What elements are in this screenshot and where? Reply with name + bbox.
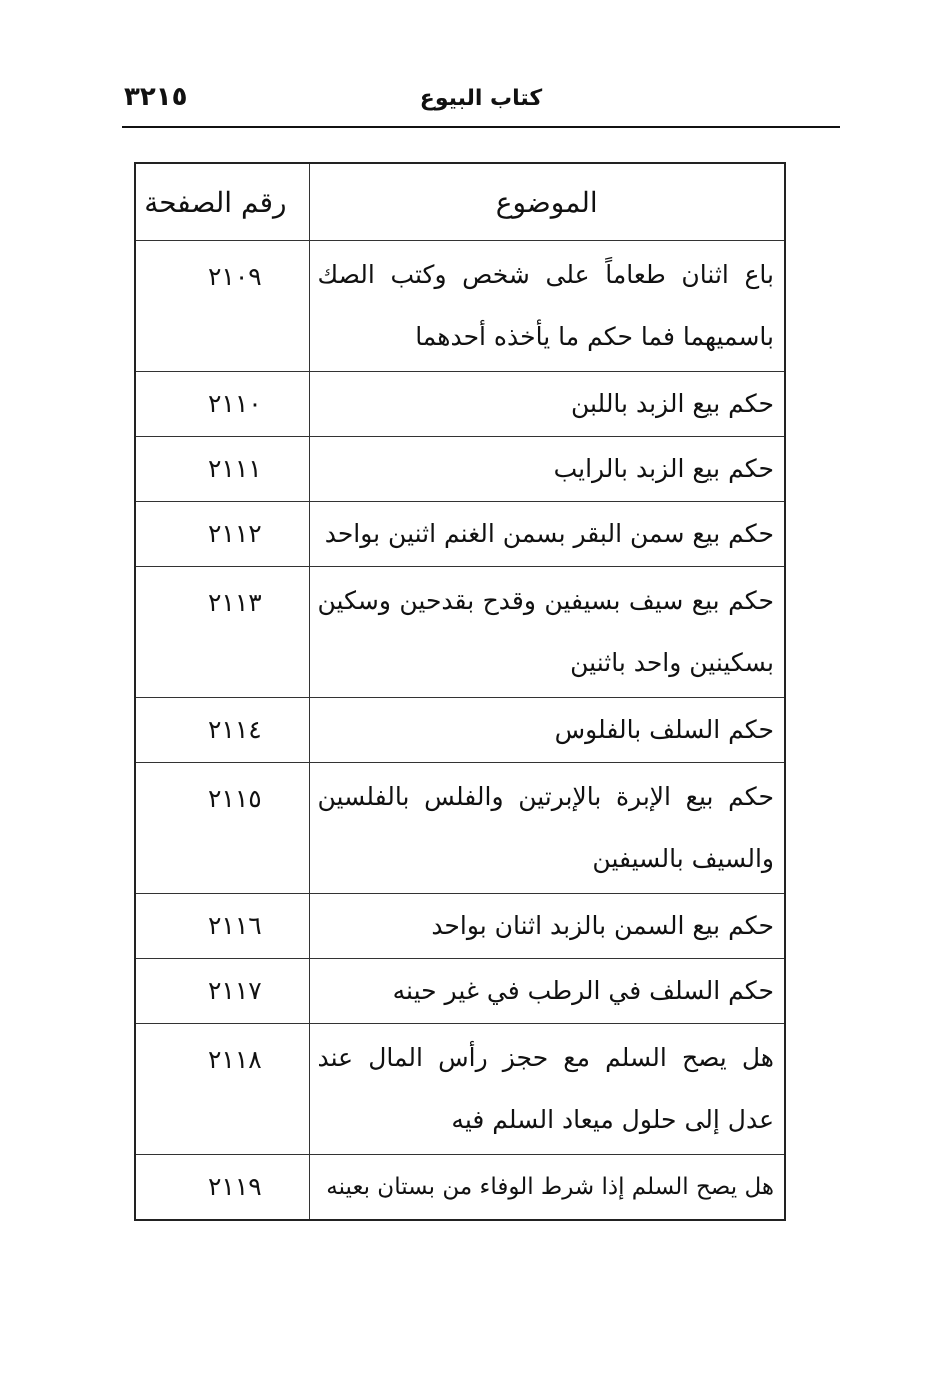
topic-cell: حكم بيع سمن البقر بسمن الغنم اثنين بواحد — [309, 502, 785, 567]
topic-cell: حكم السلف بالفلوس — [309, 698, 785, 763]
table-row — [135, 1024, 785, 1155]
table-row — [135, 502, 785, 567]
page-number: ٣٢١٥ — [124, 82, 188, 112]
table-row — [135, 959, 785, 1024]
topic-cell: حكم بيع الزبد باللبن — [309, 372, 785, 437]
page-cell: ٢١١٤ — [135, 698, 309, 763]
page-cell: ٢١١١ — [135, 437, 309, 502]
page-cell: ٢١١٠ — [135, 372, 309, 437]
topic-cell: حكم بيع سيف بسيفين وقدح بقدحين وسكين بسكينين واحد باثنين — [309, 567, 785, 698]
page-cell: ٢١١٨ — [135, 1024, 309, 1155]
topic-cell: حكم السلف في الرطب في غير حينه — [309, 959, 785, 1024]
page-cell: ٢١١٥ — [135, 763, 309, 894]
table-row — [135, 437, 785, 502]
page-header — [122, 80, 840, 128]
table-row — [135, 763, 785, 894]
table-row — [135, 1155, 785, 1221]
table-row — [135, 372, 785, 437]
table-row — [135, 241, 785, 372]
page-cell: ٢١١٩ — [135, 1155, 309, 1221]
page-cell: ٢١١٦ — [135, 894, 309, 959]
page-cell: ٢١١٢ — [135, 502, 309, 567]
table-header-row — [135, 163, 785, 241]
running-title: كتاب البيوع — [419, 86, 543, 111]
table-row — [135, 894, 785, 959]
topic-cell: حكم بيع الإبرة بالإبرتين والفلس بالفلسين والسيف بالسيفين — [309, 763, 785, 894]
topic-cell: حكم بيع السمن بالزبد اثنان بواحد — [309, 894, 785, 959]
page-cell: ٢١١٣ — [135, 567, 309, 698]
topic-cell: باع اثنان طعاماً على شخص وكتب الصك باسميهما فما حكم ما يأخذه أحدهما — [309, 241, 785, 372]
page-cell: ٢١٠٩ — [135, 241, 309, 372]
page-cell: ٢١١٧ — [135, 959, 309, 1024]
topic-column-header: الموضوع — [309, 163, 785, 241]
page-column-header: رقم الصفحة — [135, 163, 309, 241]
topic-cell: حكم بيع الزبد بالرايب — [309, 437, 785, 502]
table-row — [135, 567, 785, 698]
topic-cell: هل يصح السلم مع حجز رأس المال عند عدل إلى حلول ميعاد السلم فيه — [309, 1024, 785, 1155]
table-row — [135, 698, 785, 763]
index-table — [134, 162, 786, 1221]
topic-cell: هل يصح السلم إذا شرط الوفاء من بستان بعينه — [309, 1155, 785, 1221]
